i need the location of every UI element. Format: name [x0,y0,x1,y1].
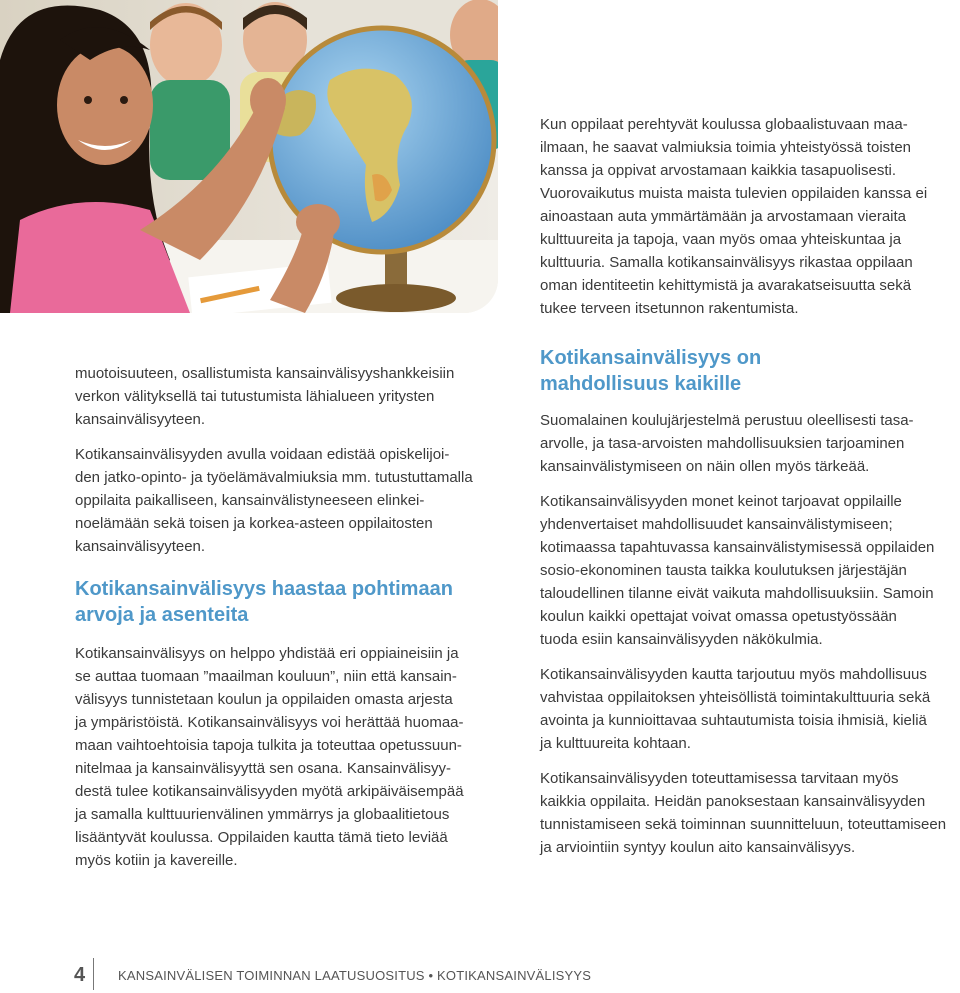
left-section-heading: Kotikansainvälisyys haastaa pohtimaan arvoja ja asenteita [75,578,453,626]
right-column [540,345,960,859]
left-column [75,362,515,872]
photo-children-globe [0,0,498,313]
right-paragraph-4: Kotikansainvälisyyden toteuttamisessa tarvitaan myös kaikkia oppilaita. Heidän panoksestaan kansainvälisyyden tunnistamiseen sekä toiminnan suunnitteluun, toteuttamiseen ja arviointiin syntyy koulun aito kansainvälisyys. [540,770,947,856]
right-paragraph-1: Suomalainen koulujärjestelmä perustuu oleellisesti tasa- arvolle, ja tasa-arvoisten mahdollisuuksien tarjoaminen kansainvälistymiseen on näin ollen myös tärkeää. [540,412,914,475]
footer-divider [93,958,94,990]
running-title: KANSAINVÄLISEN TOIMINNAN LAATUSUOSITUS • KOTIKANSAINVÄLISYYS [118,968,592,983]
right-top-column [540,113,960,320]
intro-paragraph: Kun oppilaat perehtyvät koulussa globaalistuvaan maa- ilmaan, he saavat valmiuksia toimia yhteistyössä toisten kanssa ja oppivat arvostamaan kaikkia tasapuolisesti. Vuorovaikutus muista maista tulevien oppilaiden kanssa ei ainoastaan auta ymmärtämään ja arvostamaan vieraita kulttuureita ja tapoja, vaan myös omaa yhteiskuntaa ja kulttuuria. Samalla kotikansainvälisyys rikastaa oppilaan oman identiteetin kehittymistä ja avarakatseisuutta sekä tukee terveen itsetunnon rakentumista. [540,116,928,317]
right-paragraph-2: Kotikansainvälisyyden monet keinot tarjoavat oppilaille yhdenvertaiset mahdollisuudet kansainvälistymiseen; kotimaassa tapahtuvassa kansainvälistymisessä oppilaiden sosio-ekonominen tausta taikka koulutuksen järjestäjän taloudellinen tilanne eivät vaikuta mahdollisuuksiin. Samoin koulun kaikki opettajat voivat omassa opetustyössään tuoda esiin kansainvälisyyden näkökulmia. [540,493,935,648]
right-section-heading: Kotikansainvälisyys on mahdollisuus kaikille [540,347,762,395]
globe-photo-illustration [0,0,498,313]
page-number: 4 [74,964,86,986]
right-paragraph-3: Kotikansainvälisyyden kautta tarjoutuu myös mahdollisuus vahvistaa oppilaitoksen yhteisöllistä toimintakulttuuria sekä avointa ja kunnioittavaa suhtautumista toisia ihmisiä, kieliä ja kulttuureita kohtaan. [540,666,931,752]
left-paragraph-3: Kotikansainvälisyys on helppo yhdistää eri oppiaineisiin ja se auttaa tuomaan ”maailman kouluun”, niin että kansain- välisyys tunnistetaan koulun ja oppilaiden omasta arjesta ja ympäristöistä. Kotikansainvälisyys voi herättää huomaa- maan vaihtoehtoisia tapoja tulkita ja toteuttaa opetussuun- nitelmaa ja kansainvälisyyttä sen osana. Kansainvälisyy- destä tulee kotikansainvälisyyden myötä arkipäiväisempää ja samalla kulttuurienvälinen ymmärrys ja globaalitietous lisääntyvät koulussa. Oppilaiden kautta tämä tieto leviää myös kotiin ja kavereille. [75,645,464,869]
left-paragraph-2: Kotikansainvälisyyden avulla voidaan edistää opiskelijoi- den jatko-opinto- ja työelämävalmiuksia mm. tutustuttamalla oppilaita paikalliseen, kansainvälistyneeseen elinkei- noelämään sekä toisen ja korkea-asteen oppilaitosten kansainvälisyyteen. [75,446,473,555]
left-paragraph-1: muotoisuuteen, osallistumista kansainvälisyyshankkeisiin verkon välityksellä tai tutustumista lähialueen yritysten kansainvälisyyteen. [75,365,455,428]
